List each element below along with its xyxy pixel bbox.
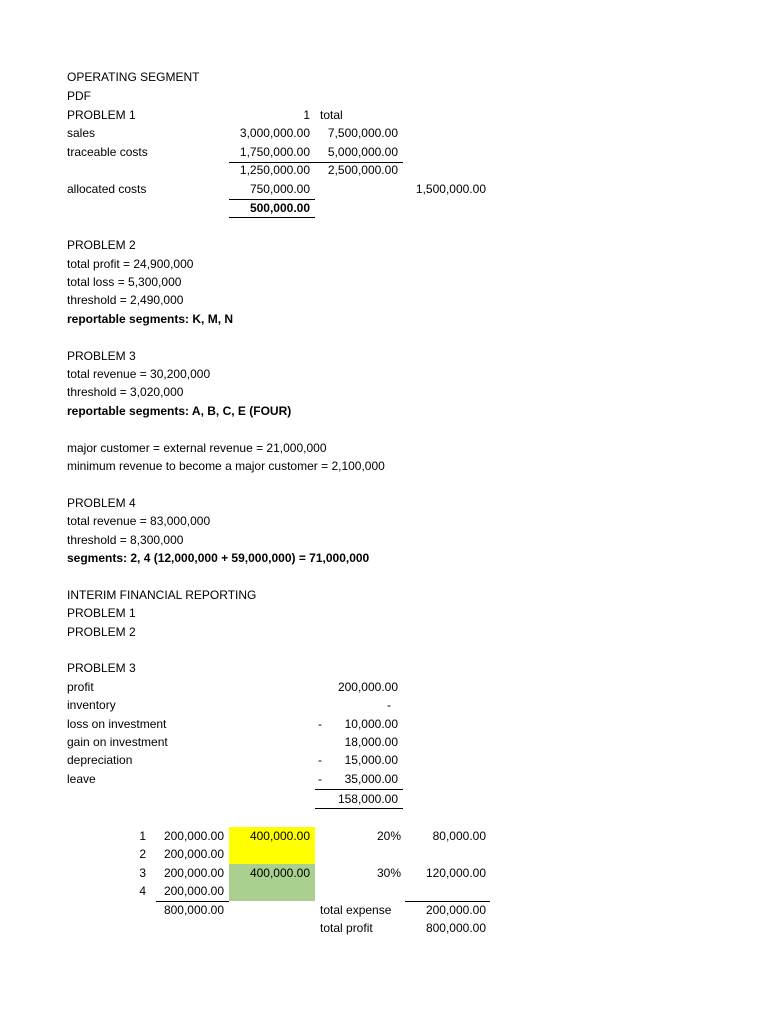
problem2-line: total loss = 5,300,000 xyxy=(67,275,182,289)
depreciation-label: depreciation xyxy=(67,753,133,767)
allocated-other: 1,500,000.00 xyxy=(415,182,486,196)
profit-value: 200,000.00 xyxy=(337,680,398,694)
minus-sign: - xyxy=(318,772,322,786)
problem2-result: reportable segments: K, M, N xyxy=(67,312,234,326)
quarter-number: 2 xyxy=(139,847,146,861)
minus-sign: - xyxy=(318,753,322,767)
sales-segment1: 3,000,000.00 xyxy=(239,126,310,140)
problem3-result: reportable segments: A, B, C, E (FOUR) xyxy=(67,404,292,418)
traceable-segment1: 1,750,000.00 xyxy=(239,145,310,159)
quarter-value: 200,000.00 xyxy=(163,866,224,880)
interim-problem3-title: PROBLEM 3 xyxy=(67,661,136,675)
underline xyxy=(156,901,229,902)
net-profit-value: 158,000.00 xyxy=(337,792,398,806)
quarter-value: 200,000.00 xyxy=(163,829,224,843)
underline xyxy=(405,901,490,902)
problem1-title: PROBLEM 1 xyxy=(67,108,136,122)
problem4-title: PROBLEM 4 xyxy=(67,496,136,510)
problem2-line: threshold = 2,490,000 xyxy=(67,293,184,307)
pdf-label: PDF xyxy=(67,89,91,103)
segment-margin-result: 500,000.00 xyxy=(249,201,310,215)
problem4-line: total revenue = 83,000,000 xyxy=(67,514,211,528)
annual-total: 800,000.00 xyxy=(163,903,224,917)
section-heading-operating-segment: OPERATING SEGMENT xyxy=(67,70,200,84)
double-underline xyxy=(229,217,315,218)
h1-rate: 20% xyxy=(376,829,401,843)
traceable-costs-label: traceable costs xyxy=(67,145,148,159)
profit-label: profit xyxy=(67,680,94,694)
sales-label: sales xyxy=(67,126,96,140)
quarter-value: 200,000.00 xyxy=(163,884,224,898)
quarter-number: 1 xyxy=(139,829,146,843)
problem3-line: minimum revenue to become a major customer = 2,100,000 xyxy=(67,459,385,473)
h2-tax: 120,000.00 xyxy=(425,866,486,880)
interim-problem2-title: PROBLEM 2 xyxy=(67,625,136,639)
total-expense-label: total expense xyxy=(320,903,392,917)
allocated-segment1: 750,000.00 xyxy=(249,182,310,196)
total-profit-label: total profit xyxy=(320,921,373,935)
h2-sum: 400,000.00 xyxy=(249,866,310,880)
depreciation-value: 15,000.00 xyxy=(344,753,398,767)
h1-sum: 400,000.00 xyxy=(249,829,310,843)
underline xyxy=(229,199,315,200)
col1-header: 1 xyxy=(303,108,310,122)
quarter-value: 200,000.00 xyxy=(163,847,224,861)
traceable-total: 5,000,000.00 xyxy=(327,145,398,159)
problem2-title: PROBLEM 2 xyxy=(67,238,136,252)
section-heading-interim: INTERIM FINANCIAL REPORTING xyxy=(67,588,257,602)
margin-segment1: 1,250,000.00 xyxy=(239,163,310,177)
total-expense-value: 200,000.00 xyxy=(425,903,486,917)
total-profit-value: 800,000.00 xyxy=(425,921,486,935)
inventory-label: inventory xyxy=(67,698,116,712)
problem3-line: total revenue = 30,200,000 xyxy=(67,367,211,381)
interim-problem1-title: PROBLEM 1 xyxy=(67,606,136,620)
col-total-header: total xyxy=(320,108,343,122)
loss-on-investment-label: loss on investment xyxy=(67,717,167,731)
h1-tax: 80,000.00 xyxy=(432,829,486,843)
sales-total: 7,500,000.00 xyxy=(327,126,398,140)
double-underline xyxy=(315,808,403,809)
quarter-number: 4 xyxy=(139,884,146,898)
allocated-costs-label: allocated costs xyxy=(67,182,147,196)
problem4-line: threshold = 8,300,000 xyxy=(67,533,184,547)
gain-on-investment-label: gain on investment xyxy=(67,735,168,749)
loss-on-investment-value: 10,000.00 xyxy=(344,717,398,731)
problem2-line: total profit = 24,900,000 xyxy=(67,257,194,271)
gain-on-investment-value: 18,000.00 xyxy=(344,735,398,749)
inventory-value: - xyxy=(387,698,391,712)
margin-total: 2,500,000.00 xyxy=(327,163,398,177)
leave-label: leave xyxy=(67,772,96,786)
problem4-result: segments: 2, 4 (12,000,000 + 59,000,000) = 71,000,000 xyxy=(67,551,370,565)
underline xyxy=(315,789,403,790)
minus-sign: - xyxy=(318,717,322,731)
leave-value: 35,000.00 xyxy=(344,772,398,786)
h2-rate: 30% xyxy=(376,866,401,880)
quarter-number: 3 xyxy=(139,866,146,880)
problem3-line: major customer = external revenue = 21,000,000 xyxy=(67,441,327,455)
problem3-line: threshold = 3,020,000 xyxy=(67,385,184,399)
problem3-title: PROBLEM 3 xyxy=(67,349,136,363)
